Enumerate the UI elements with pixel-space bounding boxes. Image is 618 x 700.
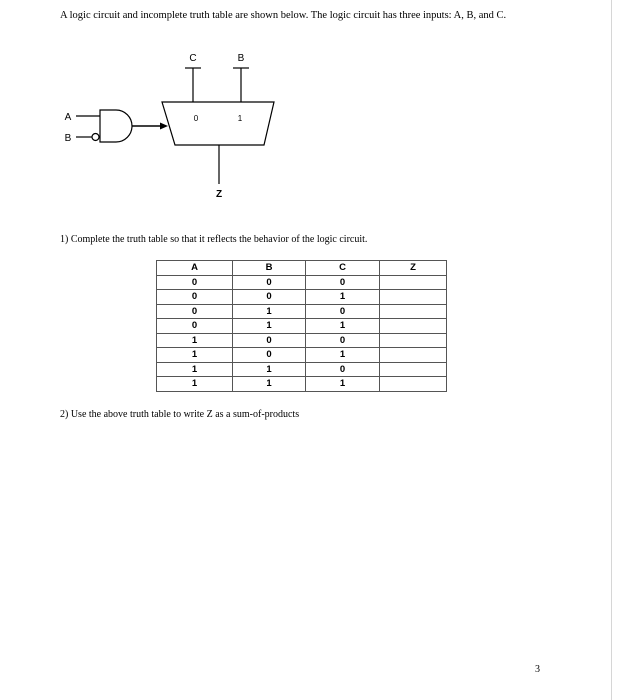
- and-gate: [100, 110, 132, 142]
- arrow-head: [160, 123, 168, 130]
- cell-c: 1: [306, 290, 380, 305]
- cell-b: 0: [233, 290, 306, 305]
- cell-a: 1: [157, 377, 233, 392]
- cell-c: 1: [306, 348, 380, 363]
- table-row: [157, 362, 447, 377]
- mux-label-0: 0: [193, 114, 199, 123]
- table-row: [157, 275, 447, 290]
- table-row: [157, 304, 447, 319]
- cell-a: 0: [157, 319, 233, 334]
- label-mux-input-b: B: [237, 53, 245, 64]
- cell-c: 0: [306, 275, 380, 290]
- table-header-row: [157, 261, 447, 276]
- cell-c: 0: [306, 333, 380, 348]
- cell-a: 1: [157, 362, 233, 377]
- label-input-a: A: [64, 112, 72, 123]
- question-2: 2) Use the above truth table to write Z as a sum-of-products: [60, 409, 300, 420]
- header-b: B: [233, 261, 306, 276]
- cell-b: 1: [233, 319, 306, 334]
- label-mux-input-c: C: [189, 53, 197, 64]
- cell-b: 1: [233, 377, 306, 392]
- cell-z[interactable]: [380, 333, 447, 348]
- cell-a: 0: [157, 304, 233, 319]
- table-row: [157, 333, 447, 348]
- label-input-b: B: [64, 133, 72, 144]
- cell-z[interactable]: [380, 319, 447, 334]
- intro-text: A logic circuit and incomplete truth table are shown below. The logic circuit has three inputs: A, B, and C.: [60, 10, 507, 21]
- cell-c: 0: [306, 304, 380, 319]
- header-z: Z: [380, 261, 447, 276]
- logic-circuit-diagram: [0, 0, 618, 230]
- cell-z[interactable]: [380, 275, 447, 290]
- header-c: C: [306, 261, 380, 276]
- inverter-bubble: [92, 134, 99, 141]
- cell-b: 0: [233, 275, 306, 290]
- cell-c: 1: [306, 319, 380, 334]
- cell-z[interactable]: [380, 362, 447, 377]
- cell-a: 1: [157, 348, 233, 363]
- cell-z[interactable]: [380, 304, 447, 319]
- cell-c: 0: [306, 362, 380, 377]
- cell-c: 1: [306, 377, 380, 392]
- cell-z[interactable]: [380, 377, 447, 392]
- cell-z[interactable]: [380, 290, 447, 305]
- mux-shape: [162, 102, 274, 145]
- cell-b: 1: [233, 362, 306, 377]
- cell-b: 1: [233, 304, 306, 319]
- page-number: 3: [535, 664, 540, 675]
- cell-b: 0: [233, 333, 306, 348]
- question-1: 1) Complete the truth table so that it reflects the behavior of the logic circuit.: [60, 234, 368, 245]
- table-row: [157, 348, 447, 363]
- table-row: [157, 290, 447, 305]
- cell-a: 0: [157, 275, 233, 290]
- truth-table: [156, 260, 447, 392]
- label-output-z: Z: [215, 189, 223, 200]
- cell-a: 1: [157, 333, 233, 348]
- header-a: A: [157, 261, 233, 276]
- cell-a: 0: [157, 290, 233, 305]
- table-row: [157, 377, 447, 392]
- table-row: [157, 319, 447, 334]
- mux-label-1: 1: [237, 114, 243, 123]
- cell-z[interactable]: [380, 348, 447, 363]
- cell-b: 0: [233, 348, 306, 363]
